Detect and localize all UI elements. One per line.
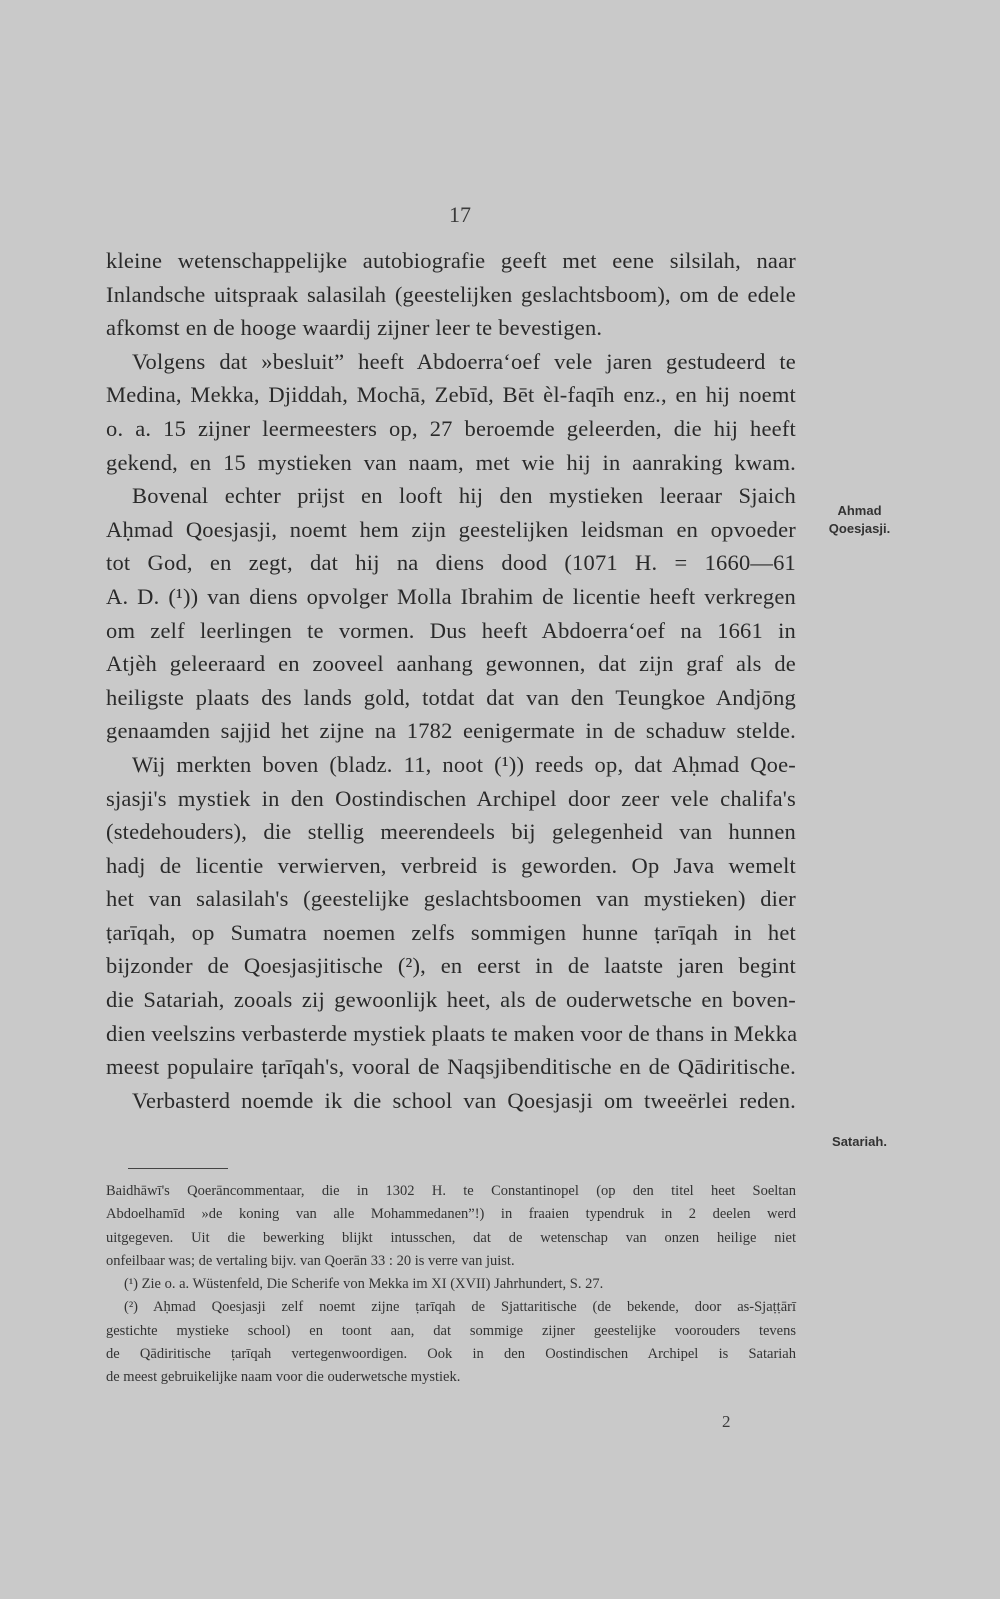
body-line: Aḥmad Qoesjasji, noemt hem zijn geestelijken leidsman en opvoeder [106, 516, 796, 542]
footnote-line: de Qādiritische ṭarīqah vertegenwoordigen. Ook in den Oostindischen Archipel is Satariah [106, 1346, 796, 1363]
body-line: ṭarīqah, op Sumatra noemen zelfs sommigen hunne ṭarīqah in het [106, 919, 796, 945]
footnote-line: (¹) Zie o. a. Wüstenfeld, Die Scherife von Mekka im XI (XVII) Jahrhundert, S. 27. [124, 1276, 604, 1293]
body-line: Volgens dat »besluit” heeft Abdoerra‘oef vele jaren gestudeerd te [132, 348, 796, 374]
body-line: die Satariah, zooals zij gewoonlijk heet, als de ouderwetsche en boven- [106, 987, 796, 1013]
body-line: A. D. (¹)) van diens opvolger Molla Ibrahim de licentie heeft verkregen [106, 583, 796, 609]
margin-note-ahmad [812, 502, 907, 538]
body-line: genaamden sajjid het zijne na 1782 eenigermate in de schaduw stelde. [106, 718, 796, 744]
body-line: Medina, Mekka, Djiddah, Mochā, Zebīd, Bēt èl-faqīh enz., en hij noemt [106, 382, 796, 408]
body-line: (stedehouders), die stellig meerendeels bij gelegenheid van hunnen [106, 819, 796, 845]
body-line: afkomst en de hooge waardij zijner leer te bevestigen. [106, 315, 603, 341]
body-line: Bovenal echter prijst en looft hij den mystieken leeraar Sjaich [132, 483, 796, 509]
margin-note-ahmad-line: Qoesjasji. [828, 521, 891, 536]
body-line: sjasji's mystiek in den Oostindischen Archipel door zeer vele chalifa's [106, 785, 796, 811]
margin-note-ahmad-line: Ahmad [837, 503, 882, 518]
margin-note-satariah: Satariah. [832, 1134, 887, 1149]
body-line: bijzonder de Qoesjasjitische (²), en eerst in de laatste jaren begint [106, 953, 796, 979]
body-line: gekend, en 15 mystieken van naam, met wie hij in aanraking kwam. [106, 449, 796, 475]
body-text [106, 244, 796, 1117]
body-line: Verbasterd noemde ik die school van Qoesjasji om tweeërlei reden. [132, 1087, 796, 1113]
body-line: om zelf leerlingen te vormen. Dus heeft Abdoerra‘oef na 1661 in [106, 617, 796, 643]
footnote-line: Baidhāwī's Qoerāncommentaar, die in 1302 H. te Constantinopel (op den titel heet Soeltan [106, 1183, 796, 1199]
footnote-line: onfeilbaar was; de vertaling bijv. van Qoerān 33 : 20 is verre van juist. [106, 1252, 515, 1269]
body-line: hadj de licentie verwierven, verbreid is geworden. Op Java wemelt [106, 852, 796, 878]
body-line: Atjèh geleeraard en zooveel aanhang gewonnen, dat zijn graf als de [106, 651, 796, 677]
footnote-line: Abdoelhamīd »de koning van alle Mohammedanen”!) in fraaien typendruk in 2 deelen werd [106, 1206, 796, 1223]
sheet-number: 2 [722, 1412, 731, 1431]
footnote-line: (²) Aḥmad Qoesjasji zelf noemt zijne ṭarīqah de Sjattaritische (de bekende, door as-Sjaṭṭārī [124, 1299, 796, 1316]
body-line: tot God, en zegt, dat hij na diens dood (1071 H. = 1660—61 [106, 550, 796, 576]
footnote-line: uitgegeven. Uit die bewerking blijkt intusschen, dat de wetenschap van onzen heilige niet [106, 1229, 796, 1246]
footnote-rule [128, 1168, 228, 1169]
body-line: het van salasilah's (geestelijke geslachtsboomen van mystieken) dier [106, 886, 796, 912]
body-line: Inlandsche uitspraak salasilah (geestelijken geslachtsboom), om de edele [106, 281, 796, 307]
body-line: kleine wetenschappelijke autobiografie geeft met eene silsilah, naar [106, 248, 796, 273]
footnote-line: de meest gebruikelijke naam voor die ouderwetsche mystiek. [106, 1369, 461, 1386]
footnote-line: gestichte mystieke school) en toont aan, dat sommige zijner geestelijke voorouders tevens [106, 1322, 796, 1339]
body-line: o. a. 15 zijner leermeesters op, 27 beroemde geleerden, die hij heeft [106, 415, 796, 441]
body-line: meest populaire ṭarīqah's, vooral de Naqsjibenditische en de Qādiritische. [106, 1054, 796, 1080]
body-line: Wij merkten boven (bladz. 11, noot (¹)) reeds op, dat Aḥmad Qoe- [132, 751, 796, 777]
body-line: heiligste plaats des lands gold, totdat dat van den Teungkoe Andjōng [106, 684, 796, 710]
body-line: dien veelszins verbasterde mystiek plaats te maken voor de thans in Mekka [106, 1020, 798, 1046]
footnotes [106, 1180, 796, 1390]
page-number: 17 [449, 202, 471, 227]
